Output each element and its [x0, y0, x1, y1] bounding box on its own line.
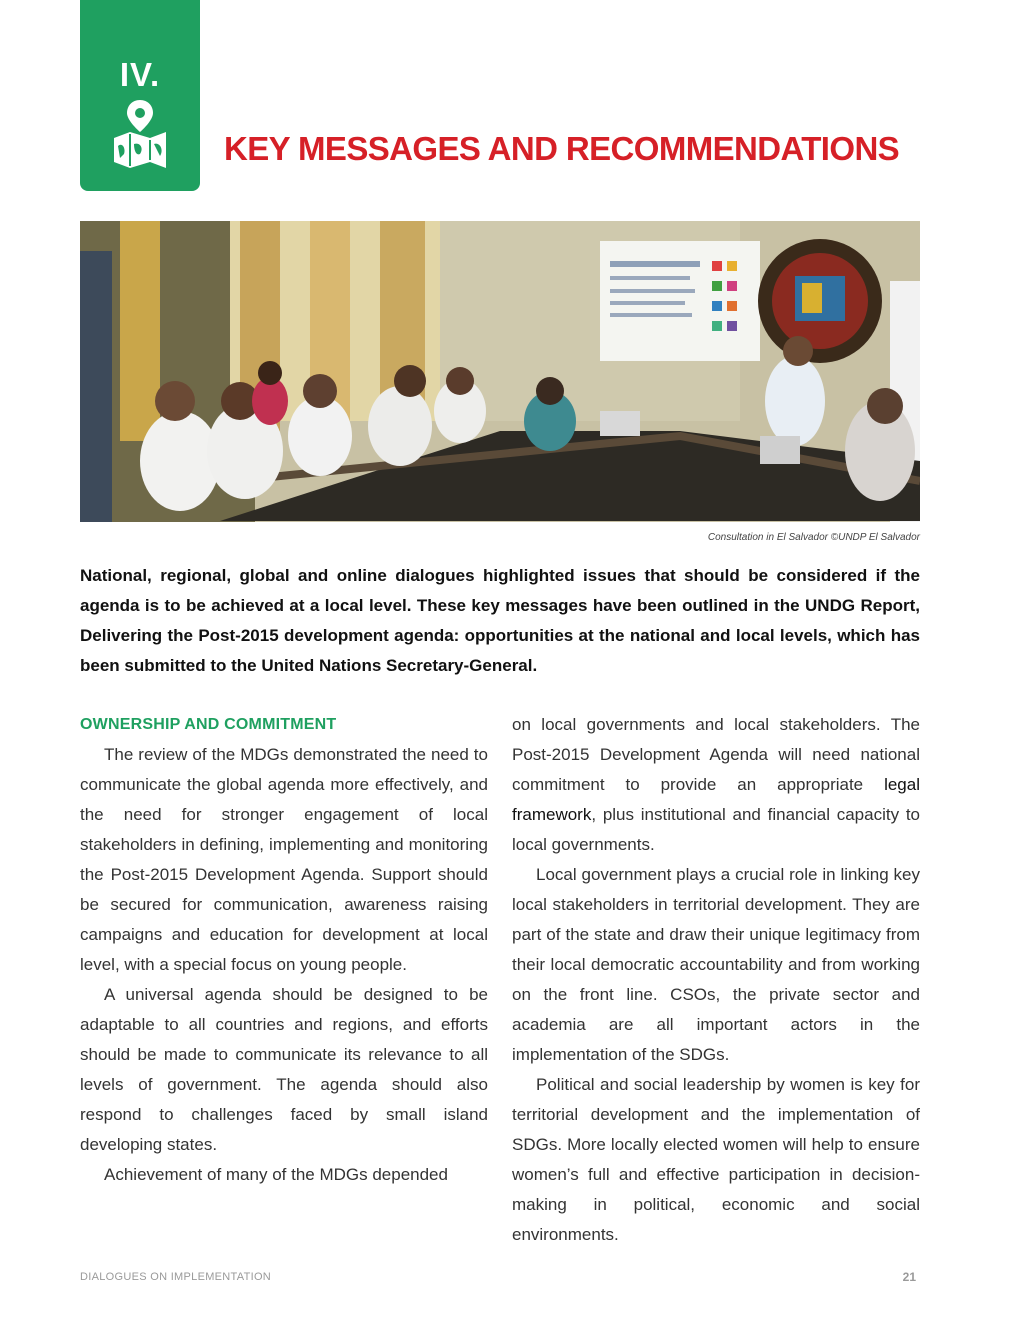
- section-heading: OWNERSHIP AND COMMITMENT: [80, 716, 337, 733]
- left-paragraph-3: Achievement of many of the MDGs depended: [104, 1165, 448, 1184]
- meeting-photo: [80, 221, 920, 522]
- photo-caption: Consultation in El Salvador ©UNDP El Salvador: [707, 532, 920, 543]
- map-pin-icon: [112, 98, 168, 170]
- intro-paragraph: National, regional, global and online dialogues highlighted issues that should be considered if the agenda is to be achieved at a local level. These key messages have been outlined in the UNDG Report, Delivering the Post-2015 development agenda: opportunities at the national and local levels, which has been submitted to the United Nations Secretary-General.: [80, 566, 920, 675]
- chapter-title: KEY MESSAGES AND RECOMMENDATIONS: [224, 130, 900, 167]
- chapter-number: IV.: [119, 56, 161, 93]
- right-paragraph-2: Local government plays a crucial role in linking key local stakeholders in territorial development. They are part of the state and draw their unique legitimacy from their local democratic accountability and from working on the front line. CSOs, the private sector and academia are all important actors in the implementation of the SDGs.: [512, 865, 920, 1064]
- running-title: DIALOGUES ON IMPLEMENTATION: [80, 1271, 272, 1283]
- left-paragraph-2: A universal agenda should be designed to be adaptable to all countries and regions, and efforts should be made to communicate its relevance to all levels of government. The agenda should also respond to challenges faced by small island developing states.: [80, 985, 488, 1154]
- right-column: [512, 710, 920, 1250]
- right-paragraph-1: [512, 710, 920, 860]
- right-paragraph-3: Political and social leadership by women is key for territorial development and the implementation of SDGs. More locally elected women will help to ensure women’s full and effective participation in decision-making in political, economic and social environments.: [512, 1075, 920, 1244]
- right-paragraph-1-start: on local governments and local stakeholders. The Post-2015 Development Agenda will need national commitment to provide an appropriate: [512, 715, 920, 794]
- left-paragraph-1: The review of the MDGs demonstrated the need to communicate the global agenda more effectively, and the need for stronger engagement of local stakeholders in defining, implementing and monitoring the Post-2015 Development Agenda. Support should be secured for communication, awareness raising campaigns and education for development at local level, with a special focus on young people.: [80, 745, 488, 974]
- page-number: 21: [902, 1270, 916, 1284]
- chapter-tab: [80, 0, 200, 191]
- right-paragraph-1-end: , plus institutional and financial capacity to local governments.: [512, 805, 920, 854]
- left-column: [80, 710, 488, 1190]
- legal-framework-link[interactable]: legal framework: [512, 775, 920, 824]
